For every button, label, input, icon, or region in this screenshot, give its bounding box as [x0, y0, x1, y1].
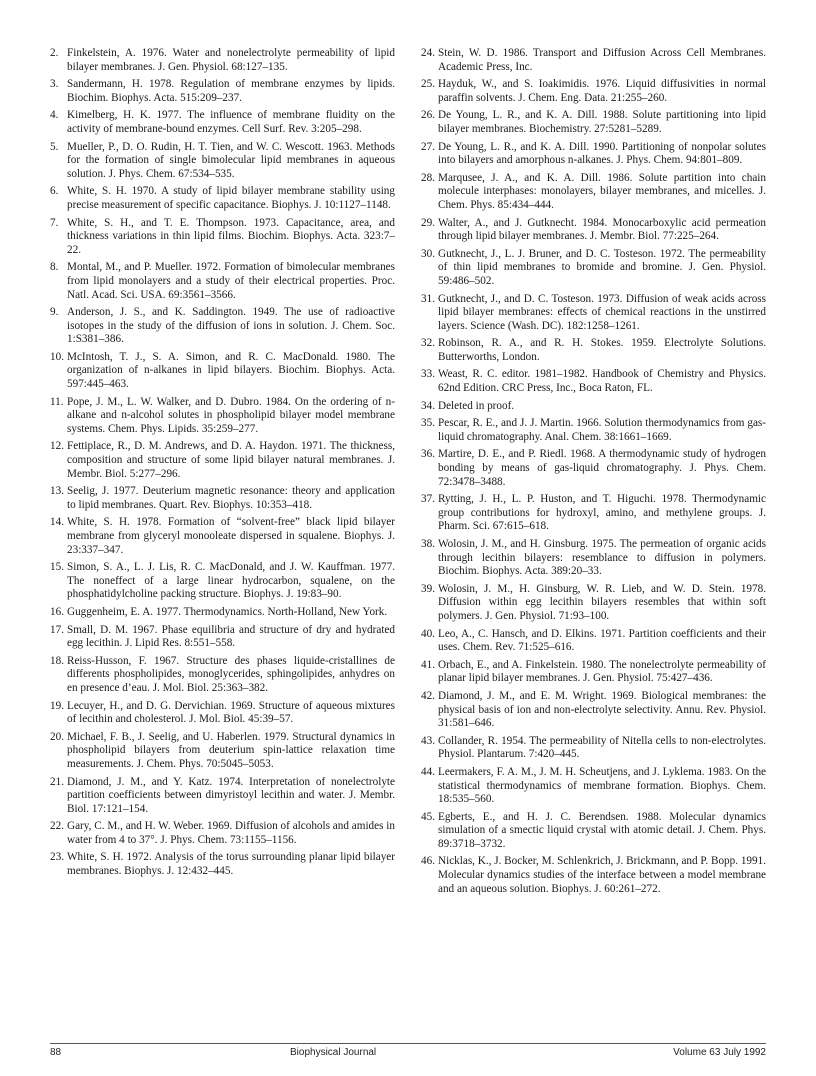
reference-item — [421, 448, 766, 489]
reference-text: Gutknecht, J., L. J. Bruner, and D. C. Tosteson. 1972. The permeability of thin lipid membranes to bromide and bromine. J. Gen. Physiol. 59:486–502. — [438, 247, 766, 287]
reference-item — [421, 337, 766, 364]
reference-item — [421, 368, 766, 395]
reference-text: Pope, J. M., L. W. Walker, and D. Dubro. 1984. On the ordering of n-alkane and n-alcohol solutes in phospholipid bilayer model membrane systems. Chem. Phys. Lipids. 35:259–277. — [67, 395, 395, 435]
reference-item — [50, 396, 395, 437]
reference-number: 5. — [50, 140, 59, 153]
reference-text: Finkelstein, A. 1976. Water and nonelectrolyte permeability of lipid bilayer membranes. J. Gen. Physiol. 68:127–135. — [67, 47, 395, 73]
reference-number: 3. — [50, 78, 59, 91]
reference-item — [421, 248, 766, 289]
reference-text: Wolosin, J. M., and H. Ginsburg. 1975. The permeation of organic acids through lecithin bilayers: resemblance to diffusion in polymers. Biochim. Biophys. Acta. 389:20–33. — [438, 538, 766, 578]
reference-item — [50, 731, 395, 772]
reference-number: 28. — [421, 171, 435, 184]
reference-number: 29. — [421, 216, 435, 229]
reference-text: Orbach, E., and A. Finkelstein. 1980. The nonelectrolyte permeability of planar lipid bilayer membranes. J. Gen. Physiol. 75:427–436. — [438, 658, 766, 685]
reference-text: Deleted in proof. — [438, 399, 515, 412]
reference-text: Reiss-Husson, F. 1967. Structure des phases liquide-cristallines de differents phospholipides, monoglycerides, sphingolipides, anhydres on en presence d’eau. J. Mol. Biol. 25:363–382. — [67, 654, 395, 694]
reference-item — [421, 293, 766, 334]
page-footer — [50, 1047, 766, 1063]
reference-text: Martire, D. E., and P. Riedl. 1968. A thermodynamic study of hydrogen bonding by means of gas-liquid chromatography. J. Phys. Chem. 72:3478–3488. — [438, 448, 766, 488]
reference-number: 25. — [421, 78, 435, 91]
reference-number: 45. — [421, 810, 435, 823]
reference-item — [421, 628, 766, 655]
reference-number: 22. — [50, 820, 64, 833]
reference-number: 31. — [421, 292, 435, 305]
footer-rule — [50, 1043, 766, 1044]
reference-item — [50, 47, 395, 74]
reference-text: Simon, S. A., L. J. Lis, R. C. MacDonald, and J. W. Kauffman. 1977. The noneffect of a large linear hydrocarbon, squalene, on the phosphatidylcholine packing structure. Biophys. J. 19:83–90. — [67, 561, 395, 601]
reference-number: 6. — [50, 185, 59, 198]
reference-item — [50, 485, 395, 512]
reference-item — [421, 690, 766, 731]
reference-text: Montal, M., and P. Mueller. 1972. Formation of bimolecular membranes from lipid monolayers and a study of their electrical properties. Proc. Natl. Acad. Sci. USA. 69:3561–3566. — [67, 261, 395, 301]
reference-item — [50, 561, 395, 602]
reference-text: White, S. H., and T. E. Thompson. 1973. Capacitance, area, and thickness variations in thin lipid films. Biochim. Biophys. Acta. 323:7–22. — [67, 216, 395, 256]
reference-number: 8. — [50, 261, 59, 274]
reference-number: 16. — [50, 605, 64, 618]
reference-text: Lecuyer, H., and D. G. Dervichian. 1969. Structure of aqueous mixtures of lecithin and cholesterol. J. Mol. Biol. 45:39–57. — [67, 699, 395, 726]
reference-text: Small, D. M. 1967. Phase equilibria and structure of dry and hydrated egg lecithin. J. Lipid Res. 8:551–558. — [67, 623, 395, 650]
reference-item — [421, 659, 766, 686]
reference-text: Diamond, J. M., and Y. Katz. 1974. Interpretation of nonelectrolyte partition coefficients between dimyristoyl lecithin and water. J. Membr. Biol. 17:121–154. — [67, 775, 395, 815]
reference-text: Leermakers, F. A. M., J. M. H. Scheutjens, and J. Lyklema. 1983. On the statistical thermodynamics of membrane formation. Biophys. Chem. 18:535–560. — [438, 765, 766, 806]
reference-text: Michael, F. B., J. Seelig, and U. Haberlen. 1979. Structural dynamics in phospholipid bilayers from deuterium spin-lattice relaxation time measurements. J. Chem. Phys. 70:5045–5053. — [67, 730, 395, 770]
reference-number: 21. — [50, 775, 64, 788]
reference-item — [421, 583, 766, 624]
reference-item — [50, 820, 395, 847]
reference-text: De Young, L. R., and K. A. Dill. 1990. Partitioning of nonpolar solutes into bilayers and amorphous n-alkanes. J. Phys. Chem. 94:801–809. — [438, 140, 766, 167]
reference-text: Anderson, J. S., and K. Saddington. 1949. The use of radioactive isotopes in the study of the diffusion of ions in solution. J. Chem. Soc. 1:S381–386. — [67, 306, 395, 346]
reference-text: Fettiplace, R., D. M. Andrews, and D. A. Haydon. 1971. The thickness, composition and structure of some lipid bilayer natural membranes. J. Membr. Biol. 5:277–296. — [67, 440, 395, 480]
reference-number: 20. — [50, 730, 64, 743]
reference-text: Diamond, J. M., and E. M. Wright. 1969. Biological membranes: the physical basis of ion and non-electrolyte selectivity. Annu. Rev. Physiol. 31:581–646. — [438, 689, 766, 730]
reference-text: Stein, W. D. 1986. Transport and Diffusion Across Cell Membranes. Academic Press, Inc. — [438, 47, 766, 73]
reference-number: 2. — [50, 47, 59, 59]
reference-number: 23. — [50, 851, 64, 864]
reference-number: 38. — [421, 538, 435, 550]
reference-number: 43. — [421, 734, 435, 747]
page-number: 88 — [50, 1047, 62, 1058]
reference-text: Robinson, R. A., and R. H. Stokes. 1959. Electrolyte Solutions. Butterworths, London. — [438, 337, 766, 363]
reference-number: 4. — [50, 109, 59, 122]
reference-item — [50, 261, 395, 302]
reference-item — [50, 655, 395, 696]
reference-item — [50, 141, 395, 182]
reference-number: 26. — [421, 109, 435, 122]
reference-item — [421, 735, 766, 762]
reference-item — [50, 78, 395, 105]
reference-text: White, S. H. 1970. A study of lipid bilayer membrane stability using precise measurement of specific capacitance. Biophys. J. 10:1127–1148. — [67, 185, 395, 211]
reference-text: Collander, R. 1954. The permeability of Nitella cells to non-electrolytes. Physiol. Plantarum. 7:420–445. — [438, 734, 766, 761]
reference-number: 41. — [421, 658, 435, 671]
reference-number: 34. — [421, 399, 435, 412]
reference-item — [50, 109, 395, 136]
reference-text: Gutknecht, J., and D. C. Tosteson. 1973. Diffusion of weak acids across lipid bilayer membranes: effects of chemical reactions in the unstirred layers. Science (Wash. DC). 182:1258–1261. — [438, 292, 766, 332]
reference-item — [421, 417, 766, 444]
reference-number: 15. — [50, 561, 64, 574]
reference-item — [421, 766, 766, 807]
reference-number: 24. — [421, 47, 435, 59]
reference-text: Mueller, P., D. O. Rudin, H. T. Tien, and W. C. Wescott. 1963. Methods for the formation of single bimolecular lipid membranes in aqueous solution. J. Phys. Chem. 67:534–535. — [67, 140, 395, 180]
reference-text: Egberts, E., and H. J. C. Berendsen. 1988. Molecular dynamics simulation of a smectic liquid crystal with atomic detail. J. Chem. Phys. 89:3718–3732. — [438, 810, 766, 850]
reference-item — [50, 776, 395, 817]
reference-text: Hayduk, W., and S. Ioakimidis. 1976. Liquid diffusivities in normal paraffin solvents. J. Chem. Eng. Data. 21:255–260. — [438, 78, 766, 104]
reference-list-right — [421, 47, 766, 900]
reference-text: Gary, C. M., and H. W. Weber. 1969. Diffusion of alcohols and amides in water from 4 to 37°. J. Phys. Chem. 73:1155–1156. — [67, 820, 395, 846]
reference-text: Nicklas, K., J. Bocker, M. Schlenkrich, J. Brickmann, and P. Bopp. 1991. Molecular dynamics studies of the interface between a model membrane and an aqueous solution. Biophys. J. 60:261–272. — [438, 855, 766, 895]
reference-number: 9. — [50, 306, 59, 319]
reference-item — [50, 851, 395, 878]
reference-text: Sandermann, H. 1978. Regulation of membrane enzymes by lipids. Biochim. Biophys. Acta. 515:209–237. — [67, 78, 395, 104]
reference-text: Marqusee, J. A., and K. A. Dill. 1986. Solute partition into chain molecule interphases: monolayers, bilayer membranes, and micelles. J. Chem. Phys. 85:434–444. — [438, 171, 766, 211]
reference-item — [50, 440, 395, 481]
reference-text: Walter, A., and J. Gutknecht. 1984. Monocarboxylic acid permeation through lipid bilayer membranes. J. Membr. Biol. 77:225–264. — [438, 216, 766, 243]
reference-number: 12. — [50, 440, 64, 453]
reference-text: Weast, R. C. editor. 1981–1982. Handbook of Chemistry and Physics. 62nd Edition. CRC Press, Inc., Boca Raton, FL. — [438, 368, 766, 395]
reference-number: 42. — [421, 689, 435, 702]
reference-number: 11. — [50, 395, 64, 408]
reference-item — [421, 47, 766, 74]
reference-number: 17. — [50, 623, 64, 636]
reference-text: McIntosh, T. J., S. A. Simon, and R. C. MacDonald. 1980. The organization of n-alkanes in lipid bilayers. Biochim. Biophys. Acta. 597:445–463. — [67, 350, 395, 391]
reference-text: De Young, L. R., and K. A. Dill. 1988. Solute partitioning into lipid bilayer membranes. Biochemistry. 27:5281–5289. — [438, 109, 766, 135]
reference-number: 33. — [421, 368, 435, 381]
reference-number: 37. — [421, 493, 435, 506]
journal-name: Biophysical Journal — [290, 1047, 377, 1058]
reference-number: 32. — [421, 337, 435, 350]
reference-number: 30. — [421, 247, 435, 260]
reference-item — [421, 538, 766, 579]
reference-number: 7. — [50, 216, 59, 229]
reference-number: 14. — [50, 516, 64, 529]
reference-item — [50, 351, 395, 392]
reference-item — [421, 400, 766, 414]
reference-number: 40. — [421, 627, 435, 640]
reference-text: Guggenheim, E. A. 1977. Thermodynamics. North-Holland, New York. — [67, 605, 388, 618]
reference-item — [421, 493, 766, 534]
reference-item — [421, 141, 766, 168]
reference-item — [50, 306, 395, 347]
reference-number: 35. — [421, 417, 435, 430]
reference-number: 27. — [421, 140, 435, 153]
reference-number: 36. — [421, 448, 435, 461]
reference-item — [50, 606, 395, 620]
reference-number: 44. — [421, 765, 435, 778]
reference-text: Leo, A., C. Hansch, and D. Elkins. 1971. Partition coefficients and their uses. Chem. Rev. 71:525–616. — [438, 627, 766, 654]
reference-text: Wolosin, J. M., H. Ginsburg, W. R. Lieb, and W. D. Stein. 1978. Diffusion within egg lecithin bilayers resembles that within soft polymers. J. Gen. Physiol. 71:93–100. — [438, 582, 766, 622]
reference-item — [421, 217, 766, 244]
reference-item — [50, 700, 395, 727]
reference-item — [421, 855, 766, 896]
reference-number: 18. — [50, 654, 64, 667]
reference-text: Seelig, J. 1977. Deuterium magnetic resonance: theory and application to lipid membranes. Quart. Rev. Biophys. 10:353–418. — [67, 485, 395, 511]
reference-item — [50, 516, 395, 557]
reference-list-left — [50, 47, 395, 883]
reference-item — [50, 624, 395, 651]
volume-issue: Volume 63 July 1992 — [673, 1047, 766, 1058]
reference-text: Rytting, J. H., L. P. Huston, and T. Higuchi. 1978. Thermodynamic group contributions for hydroxyl, amino, and methylene groups. J. Pharm. Sci. 67:615–618. — [438, 493, 766, 533]
reference-text: Kimelberg, H. K. 1977. The influence of membrane fluidity on the activity of membrane-bound enzymes. Cell Surf. Rev. 3:205–298. — [67, 109, 395, 135]
reference-text: White, S. H. 1978. Formation of “solvent-free” black lipid bilayer membrane from glyceryl monooleate dispersed in squalene. Biophys. J. 23:337–347. — [67, 516, 395, 556]
reference-item — [50, 217, 395, 258]
reference-number: 39. — [421, 582, 435, 595]
reference-text: White, S. H. 1972. Analysis of the torus surrounding planar lipid bilayer membranes. Biophys. J. 12:432–445. — [67, 851, 395, 878]
reference-item — [421, 78, 766, 105]
reference-item — [421, 109, 766, 136]
reference-item — [50, 185, 395, 212]
reference-number: 19. — [50, 699, 64, 712]
reference-item — [421, 811, 766, 852]
reference-item — [421, 172, 766, 213]
reference-number: 46. — [421, 855, 435, 868]
reference-number: 13. — [50, 485, 64, 498]
reference-text: Pescar, R. E., and J. J. Martin. 1966. Solution thermodynamics from gas-liquid chromatography. Anal. Chem. 38:1661–1669. — [438, 417, 766, 443]
reference-number: 10. — [50, 350, 64, 363]
